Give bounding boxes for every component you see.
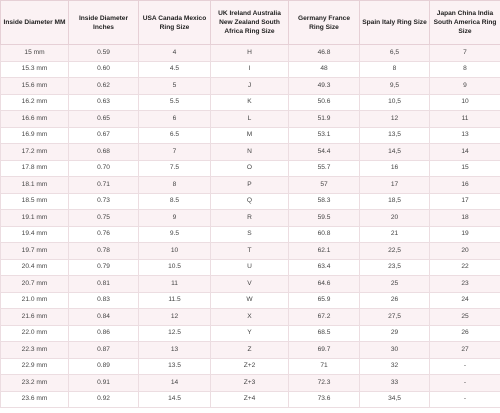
cell-spain-italy-size: 18,5 xyxy=(360,193,430,210)
cell-usa-size: 12.5 xyxy=(139,325,211,342)
table-row xyxy=(1,259,500,276)
cell-usa-size: 10.5 xyxy=(139,259,211,276)
table-row xyxy=(1,391,500,408)
cell-spain-italy-size: 25 xyxy=(360,276,430,293)
cell-japan-china-size: 9 xyxy=(430,78,500,95)
cell-japan-china-size: 8 xyxy=(430,61,500,78)
table-row xyxy=(1,144,500,161)
cell-japan-china-size: 22 xyxy=(430,259,500,276)
cell-germany-france-size: 64.6 xyxy=(289,276,360,293)
table-row xyxy=(1,193,500,210)
table-row xyxy=(1,177,500,194)
cell-germany-france-size: 51.9 xyxy=(289,111,360,128)
cell-usa-size: 10 xyxy=(139,243,211,260)
cell-usa-size: 7 xyxy=(139,144,211,161)
cell-spain-italy-size: 10,5 xyxy=(360,94,430,111)
cell-spain-italy-size: 20 xyxy=(360,210,430,227)
cell-diameter-inches: 0.73 xyxy=(69,193,139,210)
table-row xyxy=(1,127,500,144)
cell-diameter-mm: 20.7 mm xyxy=(1,276,69,293)
cell-diameter-mm: 21.6 mm xyxy=(1,309,69,326)
cell-uk-size: P xyxy=(211,177,289,194)
cell-diameter-inches: 0.71 xyxy=(69,177,139,194)
cell-japan-china-size: 23 xyxy=(430,276,500,293)
cell-usa-size: 9.5 xyxy=(139,226,211,243)
table-row xyxy=(1,325,500,342)
cell-japan-china-size: 24 xyxy=(430,292,500,309)
cell-uk-size: Q xyxy=(211,193,289,210)
cell-diameter-inches: 0.59 xyxy=(69,45,139,62)
cell-germany-france-size: 73.6 xyxy=(289,391,360,408)
table-row xyxy=(1,375,500,392)
table-row xyxy=(1,94,500,111)
cell-usa-size: 6 xyxy=(139,111,211,128)
cell-germany-france-size: 62.1 xyxy=(289,243,360,260)
cell-spain-italy-size: 34,5 xyxy=(360,391,430,408)
cell-diameter-mm: 15 mm xyxy=(1,45,69,62)
header-usa-size: USA Canada Mexico Ring Size xyxy=(139,1,211,45)
cell-uk-size: M xyxy=(211,127,289,144)
table-row xyxy=(1,342,500,359)
cell-germany-france-size: 54.4 xyxy=(289,144,360,161)
cell-diameter-mm: 23.2 mm xyxy=(1,375,69,392)
cell-uk-size: H xyxy=(211,45,289,62)
cell-diameter-mm: 19.4 mm xyxy=(1,226,69,243)
cell-diameter-inches: 0.83 xyxy=(69,292,139,309)
cell-diameter-inches: 0.86 xyxy=(69,325,139,342)
cell-japan-china-size: 13 xyxy=(430,127,500,144)
cell-diameter-mm: 19.1 mm xyxy=(1,210,69,227)
cell-spain-italy-size: 21 xyxy=(360,226,430,243)
cell-usa-size: 5 xyxy=(139,78,211,95)
cell-diameter-inches: 0.60 xyxy=(69,61,139,78)
table-body xyxy=(1,45,500,408)
cell-diameter-mm: 18.1 mm xyxy=(1,177,69,194)
cell-germany-france-size: 68.5 xyxy=(289,325,360,342)
cell-spain-italy-size: 33 xyxy=(360,375,430,392)
cell-usa-size: 11 xyxy=(139,276,211,293)
table-row xyxy=(1,309,500,326)
cell-diameter-inches: 0.89 xyxy=(69,358,139,375)
cell-diameter-inches: 0.91 xyxy=(69,375,139,392)
table-row xyxy=(1,292,500,309)
cell-spain-italy-size: 6,5 xyxy=(360,45,430,62)
cell-diameter-mm: 20.4 mm xyxy=(1,259,69,276)
cell-germany-france-size: 67.2 xyxy=(289,309,360,326)
cell-japan-china-size: 11 xyxy=(430,111,500,128)
cell-spain-italy-size: 12 xyxy=(360,111,430,128)
cell-diameter-inches: 0.92 xyxy=(69,391,139,408)
cell-japan-china-size: 16 xyxy=(430,177,500,194)
cell-diameter-inches: 0.62 xyxy=(69,78,139,95)
cell-usa-size: 6.5 xyxy=(139,127,211,144)
table-row xyxy=(1,111,500,128)
cell-uk-size: Z+4 xyxy=(211,391,289,408)
cell-japan-china-size: 27 xyxy=(430,342,500,359)
table-row xyxy=(1,45,500,62)
header-inside-diameter-mm: Inside Diameter MM xyxy=(1,1,69,45)
cell-spain-italy-size: 8 xyxy=(360,61,430,78)
cell-diameter-inches: 0.65 xyxy=(69,111,139,128)
cell-usa-size: 9 xyxy=(139,210,211,227)
cell-uk-size: X xyxy=(211,309,289,326)
cell-diameter-inches: 0.79 xyxy=(69,259,139,276)
cell-japan-china-size: - xyxy=(430,358,500,375)
table-row xyxy=(1,243,500,260)
cell-diameter-inches: 0.81 xyxy=(69,276,139,293)
cell-spain-italy-size: 13,5 xyxy=(360,127,430,144)
cell-diameter-mm: 23.6 mm xyxy=(1,391,69,408)
cell-diameter-inches: 0.76 xyxy=(69,226,139,243)
table-row xyxy=(1,78,500,95)
cell-japan-china-size: - xyxy=(430,375,500,392)
cell-usa-size: 5.5 xyxy=(139,94,211,111)
cell-usa-size: 14.5 xyxy=(139,391,211,408)
cell-diameter-mm: 15.3 mm xyxy=(1,61,69,78)
cell-usa-size: 13 xyxy=(139,342,211,359)
cell-diameter-inches: 0.87 xyxy=(69,342,139,359)
cell-diameter-mm: 16.9 mm xyxy=(1,127,69,144)
cell-diameter-mm: 22.3 mm xyxy=(1,342,69,359)
cell-spain-italy-size: 27,5 xyxy=(360,309,430,326)
cell-uk-size: Z+3 xyxy=(211,375,289,392)
cell-diameter-mm: 15.6 mm xyxy=(1,78,69,95)
header-spain-italy-size: Spain Italy Ring Size xyxy=(360,1,430,45)
cell-uk-size: O xyxy=(211,160,289,177)
cell-germany-france-size: 46.8 xyxy=(289,45,360,62)
cell-germany-france-size: 50.6 xyxy=(289,94,360,111)
cell-diameter-mm: 18.5 mm xyxy=(1,193,69,210)
cell-japan-china-size: - xyxy=(430,391,500,408)
cell-germany-france-size: 69.7 xyxy=(289,342,360,359)
table-row xyxy=(1,61,500,78)
cell-diameter-inches: 0.63 xyxy=(69,94,139,111)
cell-diameter-mm: 21.0 mm xyxy=(1,292,69,309)
cell-spain-italy-size: 32 xyxy=(360,358,430,375)
cell-spain-italy-size: 30 xyxy=(360,342,430,359)
cell-germany-france-size: 65.9 xyxy=(289,292,360,309)
cell-spain-italy-size: 29 xyxy=(360,325,430,342)
cell-spain-italy-size: 17 xyxy=(360,177,430,194)
cell-uk-size: L xyxy=(211,111,289,128)
header-germany-france-size: Germany France Ring Size xyxy=(289,1,360,45)
cell-spain-italy-size: 26 xyxy=(360,292,430,309)
cell-diameter-inches: 0.68 xyxy=(69,144,139,161)
cell-spain-italy-size: 23,5 xyxy=(360,259,430,276)
cell-diameter-inches: 0.70 xyxy=(69,160,139,177)
cell-japan-china-size: 14 xyxy=(430,144,500,161)
cell-uk-size: U xyxy=(211,259,289,276)
cell-usa-size: 14 xyxy=(139,375,211,392)
header-japan-china-size: Japan China India South America Ring Size xyxy=(430,1,500,45)
cell-diameter-inches: 0.78 xyxy=(69,243,139,260)
cell-diameter-mm: 16.2 mm xyxy=(1,94,69,111)
cell-japan-china-size: 20 xyxy=(430,243,500,260)
table-row xyxy=(1,160,500,177)
cell-spain-italy-size: 22,5 xyxy=(360,243,430,260)
table-row xyxy=(1,226,500,243)
cell-japan-china-size: 7 xyxy=(430,45,500,62)
cell-uk-size: J xyxy=(211,78,289,95)
cell-diameter-mm: 22.0 mm xyxy=(1,325,69,342)
table-row xyxy=(1,358,500,375)
header-inside-diameter-inches: Inside Diameter Inches xyxy=(69,1,139,45)
cell-diameter-inches: 0.84 xyxy=(69,309,139,326)
cell-diameter-inches: 0.67 xyxy=(69,127,139,144)
cell-uk-size: S xyxy=(211,226,289,243)
cell-uk-size: T xyxy=(211,243,289,260)
cell-germany-france-size: 63.4 xyxy=(289,259,360,276)
cell-uk-size: Y xyxy=(211,325,289,342)
cell-usa-size: 8.5 xyxy=(139,193,211,210)
cell-uk-size: V xyxy=(211,276,289,293)
cell-usa-size: 11.5 xyxy=(139,292,211,309)
cell-germany-france-size: 71 xyxy=(289,358,360,375)
header-row xyxy=(1,1,500,45)
cell-spain-italy-size: 14,5 xyxy=(360,144,430,161)
table-row xyxy=(1,276,500,293)
cell-diameter-mm: 17.2 mm xyxy=(1,144,69,161)
cell-germany-france-size: 48 xyxy=(289,61,360,78)
cell-usa-size: 13.5 xyxy=(139,358,211,375)
cell-japan-china-size: 25 xyxy=(430,309,500,326)
cell-germany-france-size: 53.1 xyxy=(289,127,360,144)
cell-uk-size: W xyxy=(211,292,289,309)
cell-germany-france-size: 60.8 xyxy=(289,226,360,243)
cell-spain-italy-size: 16 xyxy=(360,160,430,177)
cell-uk-size: N xyxy=(211,144,289,161)
cell-uk-size: R xyxy=(211,210,289,227)
cell-diameter-mm: 19.7 mm xyxy=(1,243,69,260)
cell-japan-china-size: 10 xyxy=(430,94,500,111)
cell-japan-china-size: 26 xyxy=(430,325,500,342)
header-uk-size: UK Ireland Australia New Zealand South Africa Ring Size xyxy=(211,1,289,45)
cell-diameter-mm: 16.6 mm xyxy=(1,111,69,128)
cell-usa-size: 7.5 xyxy=(139,160,211,177)
cell-japan-china-size: 18 xyxy=(430,210,500,227)
table-row xyxy=(1,210,500,227)
cell-usa-size: 4 xyxy=(139,45,211,62)
cell-uk-size: I xyxy=(211,61,289,78)
cell-germany-france-size: 57 xyxy=(289,177,360,194)
cell-diameter-inches: 0.75 xyxy=(69,210,139,227)
cell-uk-size: Z xyxy=(211,342,289,359)
cell-usa-size: 12 xyxy=(139,309,211,326)
cell-japan-china-size: 15 xyxy=(430,160,500,177)
cell-germany-france-size: 49.3 xyxy=(289,78,360,95)
cell-japan-china-size: 19 xyxy=(430,226,500,243)
cell-germany-france-size: 72.3 xyxy=(289,375,360,392)
cell-usa-size: 4.5 xyxy=(139,61,211,78)
cell-uk-size: Z+2 xyxy=(211,358,289,375)
cell-usa-size: 8 xyxy=(139,177,211,194)
cell-japan-china-size: 17 xyxy=(430,193,500,210)
cell-spain-italy-size: 9,5 xyxy=(360,78,430,95)
cell-diameter-mm: 22.9 mm xyxy=(1,358,69,375)
cell-germany-france-size: 58.3 xyxy=(289,193,360,210)
cell-germany-france-size: 55.7 xyxy=(289,160,360,177)
cell-diameter-mm: 17.8 mm xyxy=(1,160,69,177)
cell-germany-france-size: 59.5 xyxy=(289,210,360,227)
cell-uk-size: K xyxy=(211,94,289,111)
